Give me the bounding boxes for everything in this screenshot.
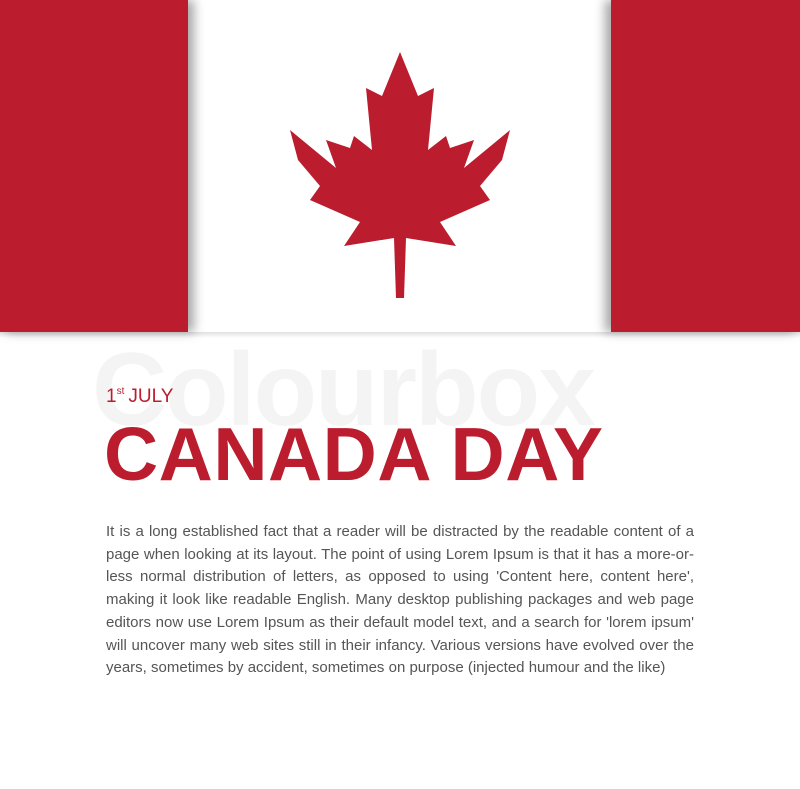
body-paragraph: It is a long established fact that a reader will be distracted by the readable content of a page when looking at its layout. The point of using Lorem Ipsum is that it has a more-or-less normal distribution of letters, as opposed to using 'Content here, content here', making it look like readable English. Many desktop publishing packages and web page editors now use Lorem Ipsum as their default model text, and a search for 'lorem ipsum' will uncover many web sites still in their infancy. Various versions have evolved over the years, sometimes by accident, sometimes on purpose (injected humour and the like) [106, 523, 694, 677]
date-month: JULY [128, 386, 174, 407]
date-day-suffix: st [116, 386, 125, 397]
flag-right-red-band [611, 0, 800, 332]
page-title: CANADA DAY [104, 412, 604, 496]
event-date [106, 380, 173, 409]
date-day: 1 [106, 386, 117, 407]
canada-flag-banner [0, 0, 800, 334]
flag-left-red-band [0, 0, 188, 332]
maple-leaf-icon [290, 50, 510, 302]
